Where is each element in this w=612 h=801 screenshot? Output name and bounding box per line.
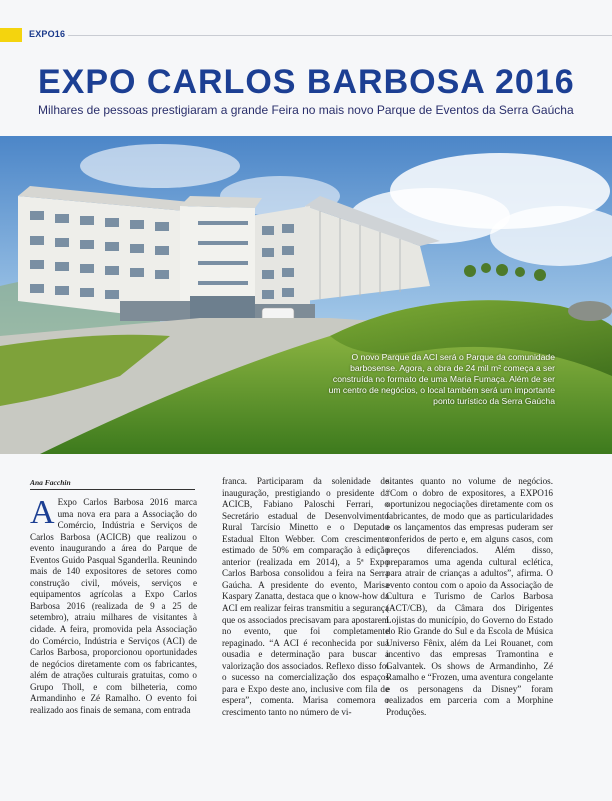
section-accent-bar: [0, 28, 22, 42]
article-title: EXPO CARLOS BARBOSA 2016: [38, 63, 575, 101]
header-divider: [68, 35, 612, 36]
photo-caption: O novo Parque da ACI será o Parque da comunidade barbosense. Agora, a obra de 24 mil m² começa a ser construída no formato de uma Maria Fumaça. Além de ser um centro de negócios, o local também será um importante ponto turístico da Serra Gaúcha: [328, 352, 555, 406]
author-byline: Ana Facchin: [30, 478, 195, 490]
column-3-text: sitantes quanto no volume de negócios. “Com o dobro de expositores, a EXPO16 oportunizou negociações diretamente com os fabricantes, de modo que as particularidades e os lançamentos das empresas puderam ser conferidos de perto e, em alguns casos, com preços diferenciados. Além disso, preparamos uma agenda cultural eclética, para atrair de crianças a adultos”, afirma. O evento contou com o apoio da Associação de Cultura e Turismo de Carlos Barbosa (ACT/CB), da Câmara dos Dirigentes Lojistas do município, do Governo do Estado do Rio Grande do Sul e da Escola de Música Universo Fênix, além da Lei Rouanet, com incentivo das empresas Tramontina e Galvantek. Os shows de Armandinho, Zé Ramalho e “Frozen, uma aventura congelante e os personagens da Disney” foram realizados em parceria com a Morphine Produções.: [386, 476, 553, 717]
article-column-3: [386, 476, 553, 718]
article-column-2: [222, 476, 389, 718]
drop-cap: A: [30, 494, 55, 531]
section-label: EXPO16: [29, 29, 66, 39]
column-1-text: Expo Carlos Barbosa 2016 marca uma nova era para a Associação do Comércio, Indústria e Serviços de Carlos Barbosa (ACICB) que realizou o evento inaugurando a área do Parque de Eventos Guido Pasqual Sganderlla. Reunindo mais de 140 expositores de setores como construção civil, móveis, serviços e equipamentos agrícolas a Expo Carlos Barbosa 2016 (realizada de 9 a 25 de setembro), atraiu milhares de visitantes à cidade. A feira, promovida pela Associação do Comércio, Indústria e Serviços (ACI) de Carlos Barbosa, proporcionou oportunidades de negócios diretamente com os fabricantes, além de atrações culturais gratuitas, como o Grupo Tholl, e com bilheteria, como Armandinho e Zé Ramalho. O evento foi realizado aos finais de semana, com entrada: [30, 497, 197, 715]
column-2-text: franca. Participaram da solenidade de inauguração, prestigiando o presidente da ACICB, Fabiano Paloschi Ferrari, o Secretário estadual de Desenvolvimento Rural Tarcísio Minetto e o Deputado Estadual Elton Webber. Com crescimento estimado de 50% em comparação à edição anterior (realizada em 2014), a 5ª Expo Carlos Barbosa consolidou a feira na Serra Gaúcha. A presidente do evento, Marisa Kaspary Zanatta, destaca que o know-how da ACI em realizar feiras transmitiu a segurança que os associados precisavam para apostarem no evento, que foi completamente repaginado. “A ACI é reconhecida por sua ousadia e determinação para buscar a valorização dos associados. Reflexo disso foi o sucesso na comercialização dos espaços para e Expo deste ano, inclusive com fila de espera”, comenta. Marisa comemora o crescimento tanto no número de vi-: [222, 476, 389, 717]
article-column-1: [30, 494, 197, 716]
article-subtitle: Milhares de pessoas prestigiaram a grande Feira no mais novo Parque de Eventos da Serra Gaúcha: [38, 103, 574, 117]
section-header: [0, 28, 612, 42]
